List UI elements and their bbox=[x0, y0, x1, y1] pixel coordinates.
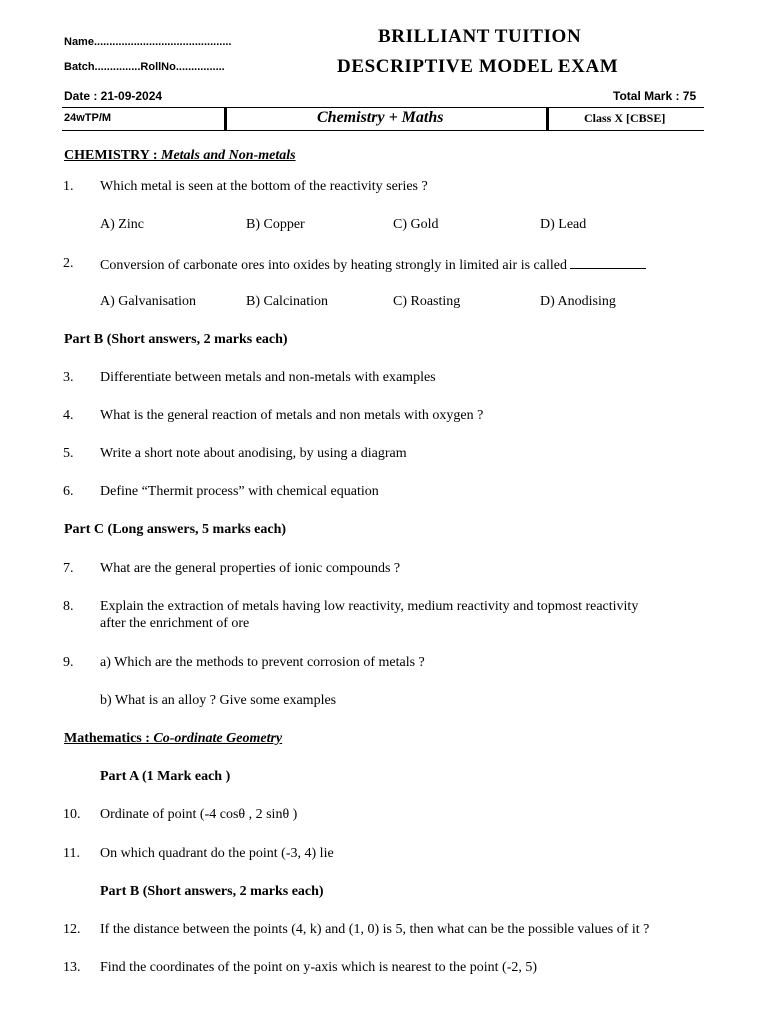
question-text: Write a short note about anodising, by using a diagram bbox=[100, 446, 407, 461]
class-label: Class X [CBSE] bbox=[584, 111, 666, 125]
batch-rollno-field: Batch...............RollNo................ bbox=[64, 61, 225, 73]
question-text: What is the general reaction of metals and non metals with oxygen ? bbox=[100, 408, 484, 423]
question-number: 7. bbox=[63, 561, 74, 576]
question-text: What are the general properties of ionic compounds ? bbox=[100, 561, 401, 576]
question-number: 10. bbox=[63, 807, 81, 822]
question-number: 2. bbox=[63, 256, 74, 271]
header-divider-left bbox=[224, 107, 227, 131]
question-text: Differentiate between metals and non-metals with examples bbox=[100, 370, 436, 385]
answer-blank bbox=[570, 256, 646, 269]
question-text-line1: Explain the extraction of metals having low reactivity, medium reactivity and topmost reactivity bbox=[100, 599, 639, 614]
question-text bbox=[100, 256, 646, 274]
exam-title: DESCRIPTIVE MODEL EXAM bbox=[337, 56, 619, 77]
exam-date: Date : 21-09-2024 bbox=[64, 89, 163, 103]
question-text: If the distance between the points (4, k) and (1, 0) is 5, then what can be the possible values of it ? bbox=[100, 922, 650, 937]
question-number: 6. bbox=[63, 484, 74, 499]
question-number: 8. bbox=[63, 599, 74, 614]
q2-text: Conversion of carbonate ores into oxides by heating strongly in limited air is called bbox=[100, 258, 567, 273]
question-number: 12. bbox=[63, 922, 81, 937]
q1-option-b: B) Copper bbox=[246, 217, 305, 232]
total-mark: Total Mark : 75 bbox=[613, 89, 697, 103]
maths-heading-subject: Mathematics : bbox=[64, 731, 154, 746]
question-text: Define “Thermit process” with chemical equation bbox=[100, 484, 379, 499]
q2-option-b: B) Calcination bbox=[246, 294, 329, 309]
name-field: Name............................................. bbox=[64, 36, 232, 48]
q1-option-c: C) Gold bbox=[393, 217, 439, 232]
question-text: On which quadrant do the point (-3, 4) lie bbox=[100, 846, 334, 861]
question-number: 4. bbox=[63, 408, 74, 423]
q1-option-a: A) Zinc bbox=[100, 217, 144, 232]
header-divider-right bbox=[546, 107, 549, 131]
question-number: 3. bbox=[63, 370, 74, 385]
question-number: 11. bbox=[63, 846, 80, 861]
maths-part-b-heading: Part B (Short answers, 2 marks each) bbox=[100, 884, 324, 899]
question-text-line2: after the enrichment of ore bbox=[100, 616, 250, 631]
q2-option-d: D) Anodising bbox=[540, 294, 616, 309]
chemistry-heading bbox=[64, 148, 296, 164]
batch-code: 24wTP/M bbox=[64, 112, 112, 124]
chemistry-part-c-heading: Part C (Long answers, 5 marks each) bbox=[64, 522, 287, 537]
q1-option-d: D) Lead bbox=[540, 217, 587, 232]
question-text: Ordinate of point (-4 cosθ , 2 sinθ ) bbox=[100, 807, 298, 822]
q2-option-c: C) Roasting bbox=[393, 294, 461, 309]
header-bottom-rule bbox=[62, 130, 704, 131]
question-text-part-b: b) What is an alloy ? Give some examples bbox=[100, 693, 337, 708]
maths-part-a-heading: Part A (1 Mark each ) bbox=[100, 769, 231, 784]
institute-name: BRILLIANT TUITION bbox=[378, 26, 582, 47]
question-number: 9. bbox=[63, 655, 74, 670]
subject-title: Chemistry + Maths bbox=[317, 109, 444, 126]
question-text: Which metal is seen at the bottom of the reactivity series ? bbox=[100, 179, 428, 194]
maths-heading bbox=[64, 731, 282, 747]
chemistry-heading-topic: Metals and Non-metals bbox=[161, 148, 296, 163]
question-number: 13. bbox=[63, 960, 81, 975]
maths-heading-topic: Co-ordinate Geometry bbox=[153, 731, 283, 746]
header-top-rule bbox=[62, 107, 704, 108]
question-number: 5. bbox=[63, 446, 74, 461]
chemistry-part-b-heading: Part B (Short answers, 2 marks each) bbox=[64, 332, 288, 347]
chemistry-heading-subject: CHEMISTRY : bbox=[64, 148, 161, 163]
question-text-part-a: a) Which are the methods to prevent corrosion of metals ? bbox=[100, 655, 425, 670]
q2-option-a: A) Galvanisation bbox=[100, 294, 197, 309]
question-number: 1. bbox=[63, 179, 74, 194]
question-text: Find the coordinates of the point on y-axis which is nearest to the point (-2, 5) bbox=[100, 960, 538, 975]
